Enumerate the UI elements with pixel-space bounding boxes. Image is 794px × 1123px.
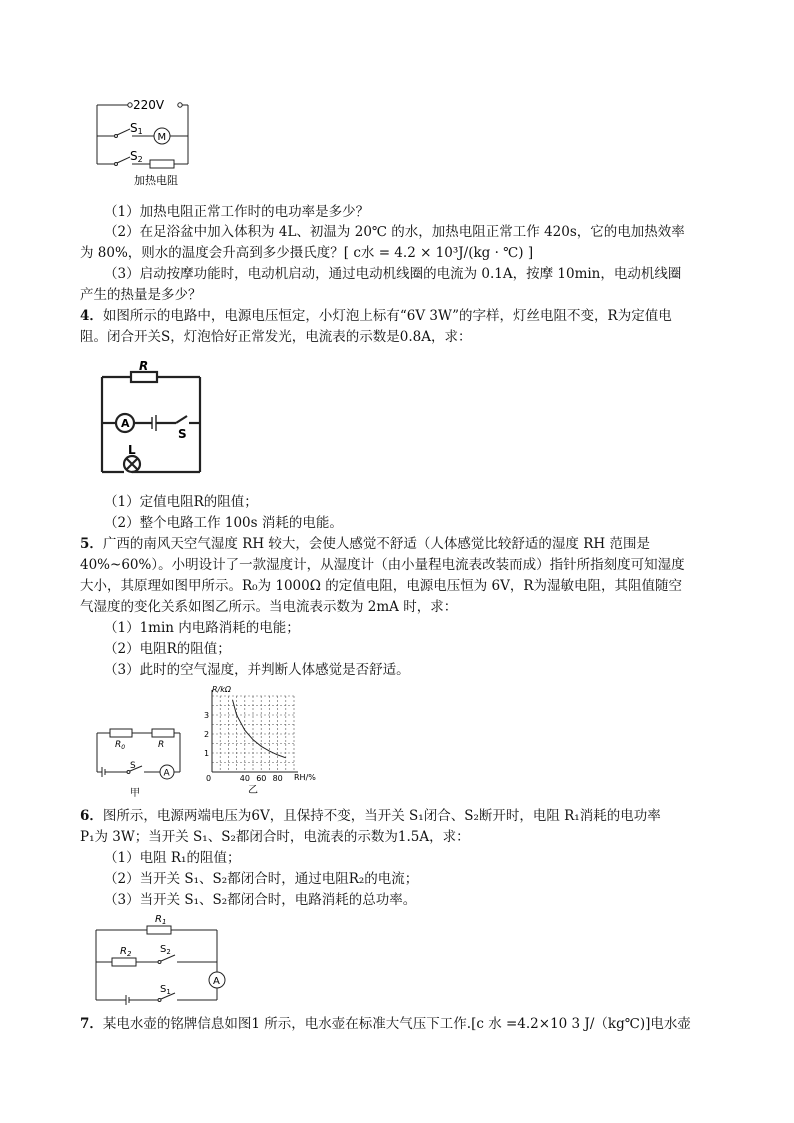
s2-label: S2	[130, 149, 143, 164]
y-tick-label: 3	[204, 711, 210, 720]
q3-part3-line2: 产生的热量是多少？	[80, 287, 202, 303]
q5-stem-line2: 40%~60%）。小明设计了一款湿度计，从湿度计（由小量程电流表改装而成）指针所指刻度可知湿度	[80, 557, 685, 573]
q6-part2: （2）当开关 S₁、S₂都闭合时，通过电阻R₂的电流；	[104, 871, 419, 887]
q5-stem-line4: 气湿度的变化关系如图乙所示。当电流表示数为 2mA 时，求：	[80, 599, 458, 615]
y-tick-label: 1	[204, 749, 210, 758]
q3-part2-line2: 为 80%，则水的温度会升高到多少摄氏度？[ c水 = 4.2 × 10³J/(kg · ℃) ]	[80, 245, 534, 261]
q5-stem-line1: 5．广西的南风天空气湿度 RH 较大，会使人感觉不舒适（人体感觉比较舒适的湿度 RH 范围是	[80, 536, 650, 552]
q5-jia-caption: 甲	[130, 788, 140, 799]
q5-ammeter-label: A	[163, 768, 170, 779]
q6-r1-label: $R_1$	[155, 914, 167, 926]
x-tick-label: 80	[272, 774, 283, 783]
q6-ammeter-label: A	[213, 976, 220, 987]
q5-r0-label: $R_0$	[115, 740, 126, 751]
q3-part3-line1: （3）启动按摩功能时，电动机启动，通过电动机线圈的电流为 0.1A，按摩 10min，电动机线圈	[104, 266, 682, 282]
q6-s1-label: $S_1$	[160, 984, 171, 996]
q4-stem-line2: 阻。闭合开关S，灯泡恰好正常发光，电流表的示数是0.8A，求：	[80, 329, 472, 345]
q6-s2-label: $S_2$	[160, 944, 171, 956]
q4-lamp-label: L	[128, 443, 136, 457]
y-tick-label: 2	[204, 730, 210, 739]
q5-r-label: R	[158, 740, 165, 750]
q4-stem-line1: 4．如图所示的电路中，电源电压恒定，小灯泡上标有“6V 3W”的字样，灯丝电阻不变，R为定值电	[80, 308, 672, 324]
q4-ammeter-label: A	[121, 417, 130, 430]
q5-stem-line3: 大小，其原理如图甲所示。R₀为 1000Ω 的定值电阻，电源电压恒为 6V，R为湿敏电阻，其阻值随空	[80, 578, 683, 594]
motor-label: M	[157, 132, 167, 143]
q3-part1: （1）加热电阻正常工作时的电功率是多少？	[104, 204, 370, 220]
q5-part3: （3）此时的空气湿度，并判断人体感觉是否舒适。	[104, 662, 410, 678]
circuit-figure-q4	[96, 360, 208, 480]
q3-part2-line1: （2）在足浴盆中加入体积为 4L、初温为 20℃ 的水，加热电阻正常工作 420s，它的电加热效率	[104, 224, 685, 240]
q4-part2: （2）整个电路工作 100s 消耗的电能。	[104, 515, 343, 531]
q4-switch-label: S	[178, 427, 187, 441]
x-tick-label: 40	[239, 774, 250, 783]
q6-stem-line1: 6．图所示，电源两端电压为6V，且保持不变，当开关 S₁闭合、S₂断开时，电阻 R₁消耗的电功率	[80, 808, 661, 824]
q6-r2-label: $R_2$	[120, 946, 132, 958]
q4-r-label: R	[139, 360, 149, 373]
q6-part1: （1）电阻 R₁的阻值；	[104, 850, 241, 866]
s1-label: S1	[130, 121, 143, 136]
q7-stem-line1: 7．某电水壶的铭牌信息如图1 所示，电水壶在标准大气压下工作.[c 水 =4.2×10 3 J/（kg℃)]电水壶	[80, 1016, 691, 1032]
circuit-figure-q5-jia	[92, 722, 192, 802]
chart-yi-caption: 乙	[248, 785, 258, 796]
q5-part2: （2）电阻R的阻值；	[104, 641, 231, 657]
q5-switch-label: S	[130, 761, 136, 771]
chart-xlabel: RH/%	[294, 773, 316, 782]
x-tick-label: 0	[206, 774, 212, 783]
q6-stem-line2: P₁为 3W；当开关 S₁、S₂都闭合时，电流表的示数为1.5A，求：	[80, 829, 470, 845]
q6-part3: （3）当开关 S₁、S₂都闭合时，电路消耗的总功率。	[104, 892, 417, 908]
circuit-figure-q6	[92, 910, 232, 1006]
circuit-figure-motor-heater	[92, 96, 202, 188]
q4-part1: （1）定值电阻R的阻值；	[104, 494, 258, 510]
chart-ylabel: R/kΩ	[212, 685, 231, 694]
voltage-label: 220V	[133, 98, 165, 112]
q5-part1: （1）1min 内电路消耗的电能；	[104, 620, 300, 636]
humidity-resistance-chart	[194, 682, 324, 798]
x-tick-label: 60	[256, 774, 267, 783]
heater-caption: 加热电阻	[134, 174, 178, 187]
